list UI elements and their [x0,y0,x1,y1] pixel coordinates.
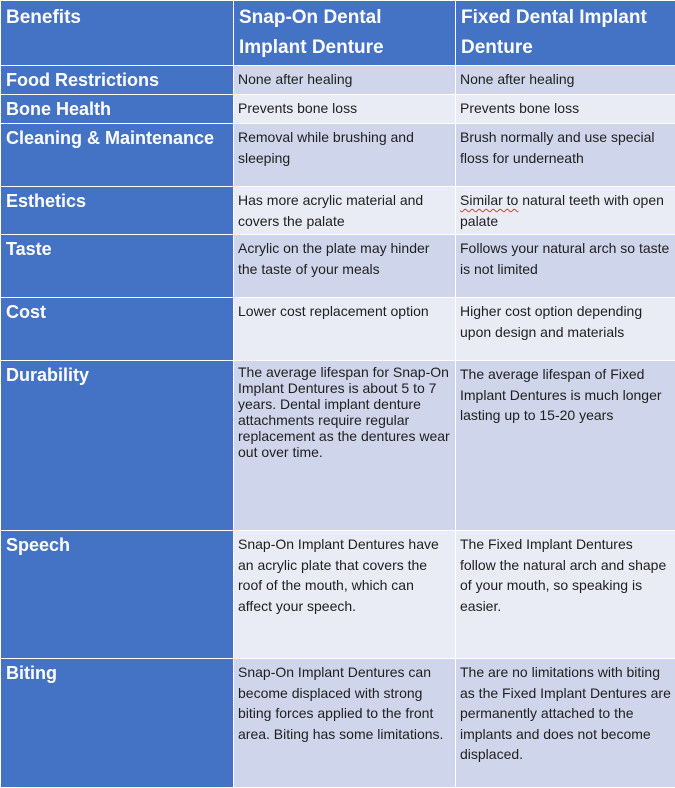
table-row [1,235,675,298]
snap-on-cell: Lower cost replacement option [234,298,456,361]
benefit-label: Taste [1,235,234,298]
benefit-label: Speech [1,531,234,659]
fixed-cell [456,187,675,235]
snap-on-cell: None after healing [234,66,456,95]
header-fixed: Fixed Dental Implant Denture [456,1,675,66]
benefit-label: Esthetics [1,187,234,235]
table-row [1,361,675,531]
fixed-cell: Follows your natural arch so taste is not limited [456,235,675,298]
benefit-label: Cleaning & Maintenance [1,124,234,187]
fixed-cell: Brush normally and use special floss for underneath [456,124,675,187]
benefit-label: Durability [1,361,234,531]
snap-on-cell: Snap-On Implant Dentures have an acrylic plate that covers the roof of the mouth, which can affect your speech. [234,531,456,659]
fixed-cell: The average lifespan of Fixed Implant Dentures is much longer lasting up to 15-20 years [456,361,675,531]
snap-on-cell: Prevents bone loss [234,95,456,124]
benefit-label: Biting [1,659,234,788]
header-snap-on: Snap-On Dental Implant Denture [234,1,456,66]
fixed-cell: The Fixed Implant Dentures follow the natural arch and shape of your mouth, so speaking is easier. [456,531,675,659]
fixed-cell: Prevents bone loss [456,95,675,124]
snap-on-cell: The average lifespan for Snap-On Implant Dentures is about 5 to 7 years. Dental implant denture attachments require regular replacement as the dentures wear out over time. [234,361,456,531]
benefit-label: Food Restrictions [1,66,234,95]
snap-on-cell: Acrylic on the plate may hinder the taste of your meals [234,235,456,298]
table-row [1,124,675,187]
fixed-cell: Higher cost option depending upon design and materials [456,298,675,361]
snap-on-cell: Has more acrylic material and covers the palate [234,187,456,235]
table-row [1,659,675,788]
spellcheck-word: Similar to [460,192,518,208]
header-row [1,1,675,66]
benefit-label: Cost [1,298,234,361]
table-row [1,187,675,235]
fixed-cell: None after healing [456,66,675,95]
table-row [1,531,675,659]
snap-on-cell: Removal while brushing and sleeping [234,124,456,187]
snap-on-cell: Snap-On Implant Dentures can become displaced with strong biting forces applied to the front area. Biting has some limitations. [234,659,456,788]
fixed-cell: The are no limitations with biting as the Fixed Implant Dentures are permanently attached to the implants and does not become displaced. [456,659,675,788]
table-row [1,66,675,95]
benefit-label: Bone Health [1,95,234,124]
table-row [1,95,675,124]
table-row [1,298,675,361]
fixed-cell-text: natural teeth with open palate [460,192,664,229]
header-benefits: Benefits [1,1,234,66]
